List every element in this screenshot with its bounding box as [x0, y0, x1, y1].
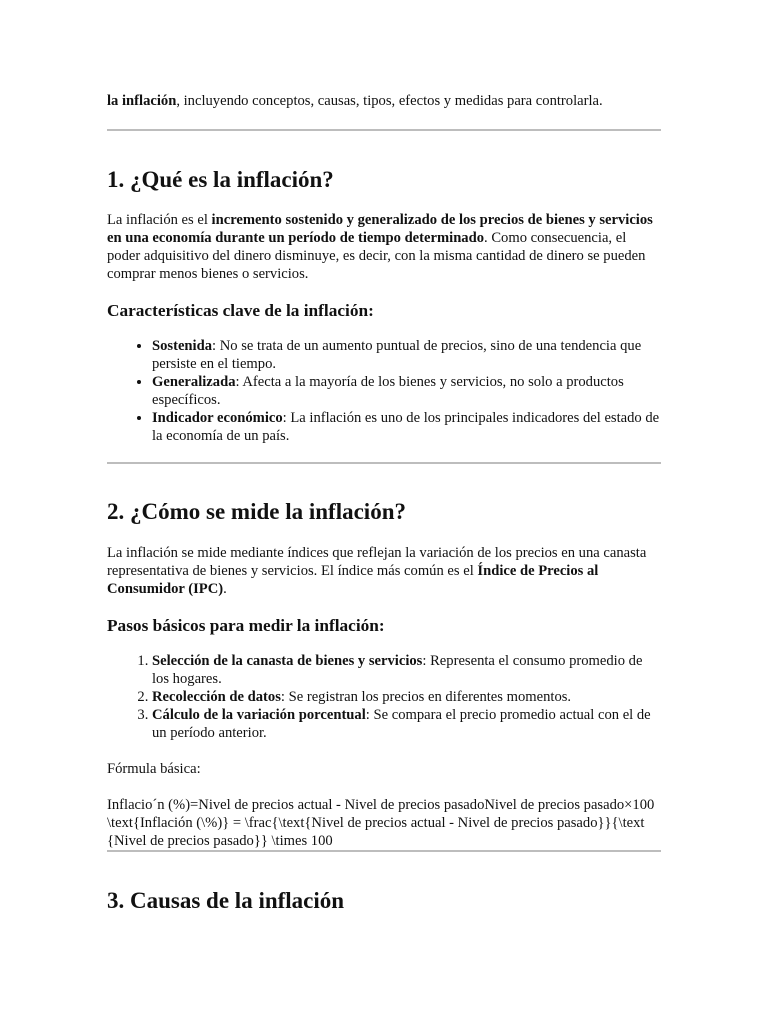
- list-item-term: Selección de la canasta de bienes y servicios: [152, 653, 423, 669]
- section-1-bold: incremento sostenido y generalizado de los precios de bienes y servicios en una economía durante un período de tiempo determinado: [107, 212, 653, 246]
- list-item-term: Recolección de datos: [152, 689, 281, 705]
- list-item: [152, 373, 661, 409]
- list-item-term: Indicador económico: [152, 410, 283, 426]
- section-2-bold: Índice de Precios al Consumidor (IPC): [107, 563, 599, 597]
- section-2-text-2: .: [223, 581, 227, 597]
- list-item: [152, 688, 661, 706]
- formula-text: Inflacio´n (%)=Nivel de precios actual - Nivel de precios pasadoNivel de precios pasado×100\text{Inflación (\%)} = \frac{\text{Nivel de precios actual - Nivel de precios pasado}}{\text{Nivel de precios pasado}} \times 100: [107, 797, 655, 849]
- list-item: [152, 409, 661, 445]
- section-1-text-1: La inflación es el: [107, 212, 212, 228]
- intro-paragraph: [107, 92, 661, 110]
- characteristics-list: [107, 337, 661, 445]
- section-2-subheading: Pasos básicos para medir la inflación:: [107, 616, 385, 635]
- section-1-text-2: . Como consecuencia, el poder adquisitivo del dinero disminuye, es decir, con la misma cantidad de dinero se pueden comprar menos bienes o servicios.: [107, 230, 646, 282]
- list-item-term: Cálculo de la variación porcentual: [152, 707, 366, 723]
- formula-label: Fórmula básica:: [107, 761, 201, 777]
- section-3-heading: 3. Causas de la inflación: [107, 888, 345, 913]
- list-item-desc: : La inflación es uno de los principales indicadores del estado de la economía de un país.: [152, 410, 660, 444]
- divider: [107, 462, 661, 464]
- steps-list: [107, 652, 661, 742]
- divider: [107, 129, 661, 131]
- list-item-desc: : Se compara el precio promedio actual con el de un período anterior.: [152, 707, 651, 741]
- divider: [107, 850, 661, 852]
- list-item-desc: : Afecta a la mayoría de los bienes y servicios, no solo a productos específicos.: [152, 374, 624, 408]
- section-2-text-1: La inflación se mide mediante índices que reflejan la variación de los precios en una canasta representativa de bienes y servicios. El índice más común es el: [107, 545, 647, 579]
- intro-bold: la inflación: [107, 93, 177, 109]
- intro-text: , incluyendo conceptos, causas, tipos, efectos y medidas para controlarla.: [176, 93, 603, 109]
- list-item: [152, 706, 661, 742]
- list-item: [152, 652, 661, 688]
- list-item-desc: : No se trata de un aumento puntual de precios, sino de una tendencia que persiste en el tiempo.: [152, 338, 642, 372]
- section-2-paragraph: [107, 544, 661, 598]
- section-2-heading: 2. ¿Cómo se mide la inflación?: [107, 499, 406, 524]
- section-1-subheading: Características clave de la inflación:: [107, 301, 374, 320]
- document-page: [107, 90, 661, 915]
- list-item-term: Generalizada: [152, 374, 236, 390]
- section-1-heading: 1. ¿Qué es la inflación?: [107, 167, 334, 192]
- list-item: [152, 337, 661, 373]
- section-1-paragraph: [107, 211, 661, 283]
- list-item-desc: : Representa el consumo promedio de los hogares.: [152, 653, 643, 687]
- list-item-term: Sostenida: [152, 338, 213, 354]
- list-item-desc: : Se registran los precios en diferentes momentos.: [280, 689, 572, 705]
